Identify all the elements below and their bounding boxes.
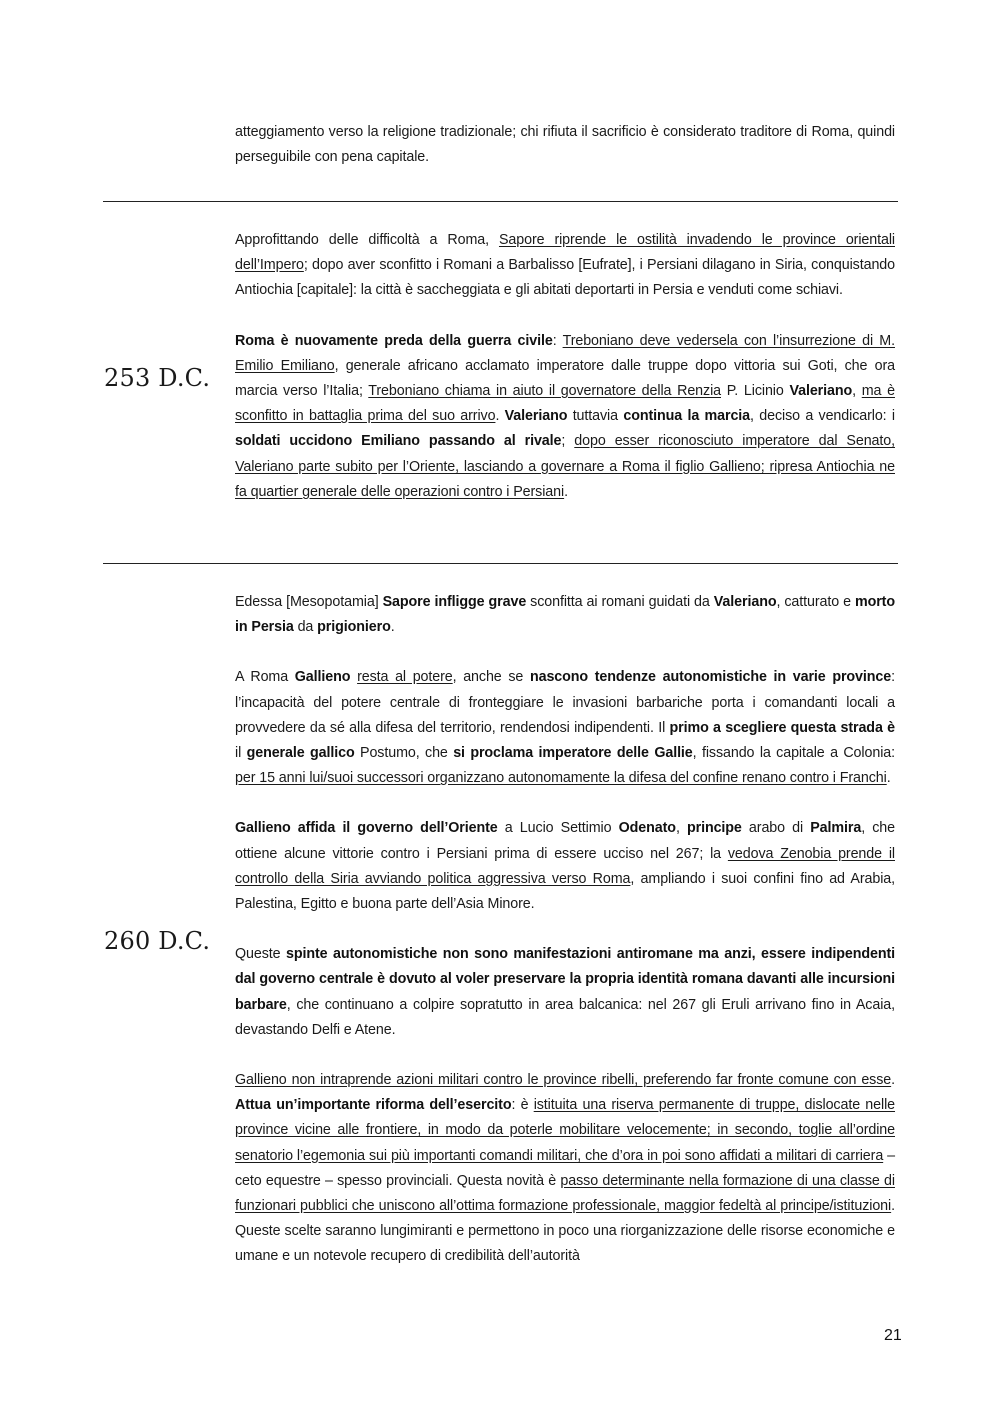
bold-text: Odenato: [618, 820, 676, 837]
text-run: A Roma: [235, 669, 295, 686]
text-run: .: [495, 408, 505, 425]
text-run: ,: [852, 383, 862, 400]
underlined-text: Sapore riprende le ostilità invadendo le province orientali dell’Impero: [235, 232, 895, 274]
text-run: tuttavia: [567, 408, 624, 425]
text-run: Approfittando delle difficoltà a Roma,: [235, 232, 499, 248]
text-run: , generale africano acclamato imperatore dalle truppe dopo vittoria sui Goti, che ora marcia verso l’Italia;: [235, 357, 895, 400]
text-run: , catturato e: [776, 594, 855, 610]
text-run: arabo di: [741, 820, 811, 837]
text-run: ;: [561, 433, 575, 450]
text-run: Edessa [Mesopotamia]: [235, 594, 383, 610]
bold-text: generale gallico: [246, 745, 355, 762]
underlined-text: Treboniano chiama in aiuto il governatore della Renzia: [368, 383, 721, 400]
bold-text: Valeriano: [713, 594, 777, 610]
bold-text: Roma è nuovamente preda della guerra civile: [235, 332, 553, 349]
section-date-253: 253 D.C.: [104, 364, 211, 392]
text-run: .: [891, 1072, 895, 1089]
text-run: – ceto equestre – spesso provinciali. Questa novità è: [235, 1147, 895, 1189]
text-run: a Lucio Settimio: [497, 820, 619, 837]
section-divider: [103, 563, 898, 564]
text-run: , che ottiene alcune vittorie contro i Persiani prima di essere ucciso nel 267; la: [235, 820, 895, 862]
text-run: il: [235, 745, 247, 762]
bold-text: prigioniero: [317, 619, 391, 636]
underlined-text: ma è sconfitto in battaglia prima del suo arrivo: [235, 383, 895, 425]
underlined-text: per 15 anni lui/suoi successori organizzano autonomamente la difesa del confine renano contro i Franchi: [235, 770, 887, 787]
bold-text: Valeriano: [789, 383, 853, 400]
section-date-260: 260 D.C.: [104, 927, 211, 955]
paragraph: [235, 942, 895, 1043]
text-run: . Queste scelte saranno lungimiranti e permettono in poco una riorganizzazione delle risorse economiche e umane e un notevole recupero di credibilità dell’autorità: [235, 1198, 895, 1265]
text-run: , deciso a vendicarlo: i: [750, 408, 895, 425]
paragraph: [235, 665, 895, 791]
text-run: : è: [511, 1097, 534, 1114]
paragraph: [235, 329, 895, 505]
text-run: .: [390, 619, 395, 636]
text-run: atteggiamento verso la religione tradizionale; chi rifiuta il sacrificio è considerato traditore di Roma, quindi perseguibile con pena capitale.: [235, 124, 895, 166]
bold-text: si proclama imperatore delle Gallie: [453, 745, 693, 762]
text-run: , fissando la capitale a Colonia:: [692, 745, 895, 762]
text-run: sconfitta ai romani guidati da: [526, 594, 714, 610]
bold-text: soldati uccidono Emiliano passando al rivale: [235, 433, 562, 450]
underlined-text: istituita una riserva permanente di truppe, dislocate nelle province vicine alle frontiere, in modo da poterle mobilitare velocemente; in secondo, toglie all’ordine senatorio l’egemonia sui più importanti comandi militari, che d’ora in poi sono affidati a militari di carriera: [235, 1097, 896, 1164]
bold-text: Palmira: [810, 820, 862, 837]
page-number: 21: [884, 1327, 902, 1344]
intro-paragraph: [235, 120, 895, 170]
text-run: :: [552, 332, 563, 349]
underlined-text: Treboniano deve vedersela con l’insurrezione di M. Emilio Emiliano: [235, 332, 895, 374]
text-run: da: [293, 619, 318, 636]
bold-text: spinte autonomistiche non sono manifestazioni antiromane ma anzi, essere indipendenti dal governo centrale è dovuto al voler preservare la propria identità romana davanti alle incursioni barbare: [235, 946, 895, 1013]
text-run: , ampliando i suoi confini fino ad Arabia, Palestina, Egitto e buona parte dell’Asia Minore.: [235, 870, 895, 913]
underlined-text: dopo esser riconosciuto imperatore dal Senato, Valeriano parte subito per l’Oriente, lasciando a governare a Roma il figlio Gallieno; ripresa Antiochia ne fa quartier generale delle operazioni contro i Persiani: [235, 433, 895, 500]
paragraph: [235, 590, 895, 640]
bold-text: Gallieno: [294, 669, 351, 686]
text-run: P. Licinio: [721, 383, 790, 400]
text-run: , anche se: [452, 669, 530, 686]
bold-text: primo a scegliere questa strada è: [669, 719, 895, 736]
paragraph: [235, 1068, 895, 1270]
bold-text: Sapore infligge grave: [382, 594, 527, 610]
section-260-body: [235, 590, 895, 1270]
text-run: Postumo, che: [354, 745, 454, 762]
text-run: Queste: [235, 946, 286, 963]
bold-text: Gallieno affida il governo dell’Oriente: [235, 820, 498, 837]
bold-text: principe: [686, 820, 742, 837]
text-run: , che continuano a colpire sopratutto in area balcanica: nel 267 gli Eruli arrivano fino in Acaia, devastando Delfi e Atene.: [235, 996, 895, 1038]
text-run: ,: [675, 820, 687, 837]
bold-text: continua la marcia: [623, 408, 751, 425]
bold-text: Attua un’importante riforma dell’esercito: [235, 1097, 512, 1114]
underlined-text: passo determinante nella formazione di una classe di funzionari pubblici che uniscono all’ottima formazione professionale, maggior fedeltà al principe/istituzioni: [235, 1172, 895, 1215]
underlined-text: vedova Zenobia prende il controllo della Siria avviando politica aggressiva verso Roma: [235, 845, 895, 887]
text-run: .: [886, 770, 891, 787]
paragraph: [235, 228, 895, 304]
text-run: .: [564, 483, 568, 500]
underlined-text: resta al potere: [357, 669, 453, 686]
paragraph: [235, 816, 895, 917]
section-253-body: [235, 228, 895, 505]
bold-text: morto in Persia: [235, 594, 895, 636]
section-divider: [103, 201, 898, 202]
bold-text: Valeriano: [504, 408, 568, 425]
underlined-text: Gallieno non intraprende azioni militari contro le province ribelli, preferendo far fronte comune con esse: [235, 1072, 892, 1089]
bold-text: nascono tendenze autonomistiche in varie province: [529, 669, 892, 686]
text-run: ; dopo aver sconfitto i Romani a Barbalisso [Eufrate], i Persiani dilagano in Siria, conquistando Antiochia [capitale]: la città è saccheggiata e gli abitati deportarti in Persia e venduti come schiavi.: [235, 257, 895, 299]
text-run: : l’incapacità del potere centrale di fronteggiare le invasioni barbariche porta i comandanti locali a provvedere da sé alla difesa del territorio, rendendosi indipendenti. Il: [235, 669, 895, 736]
